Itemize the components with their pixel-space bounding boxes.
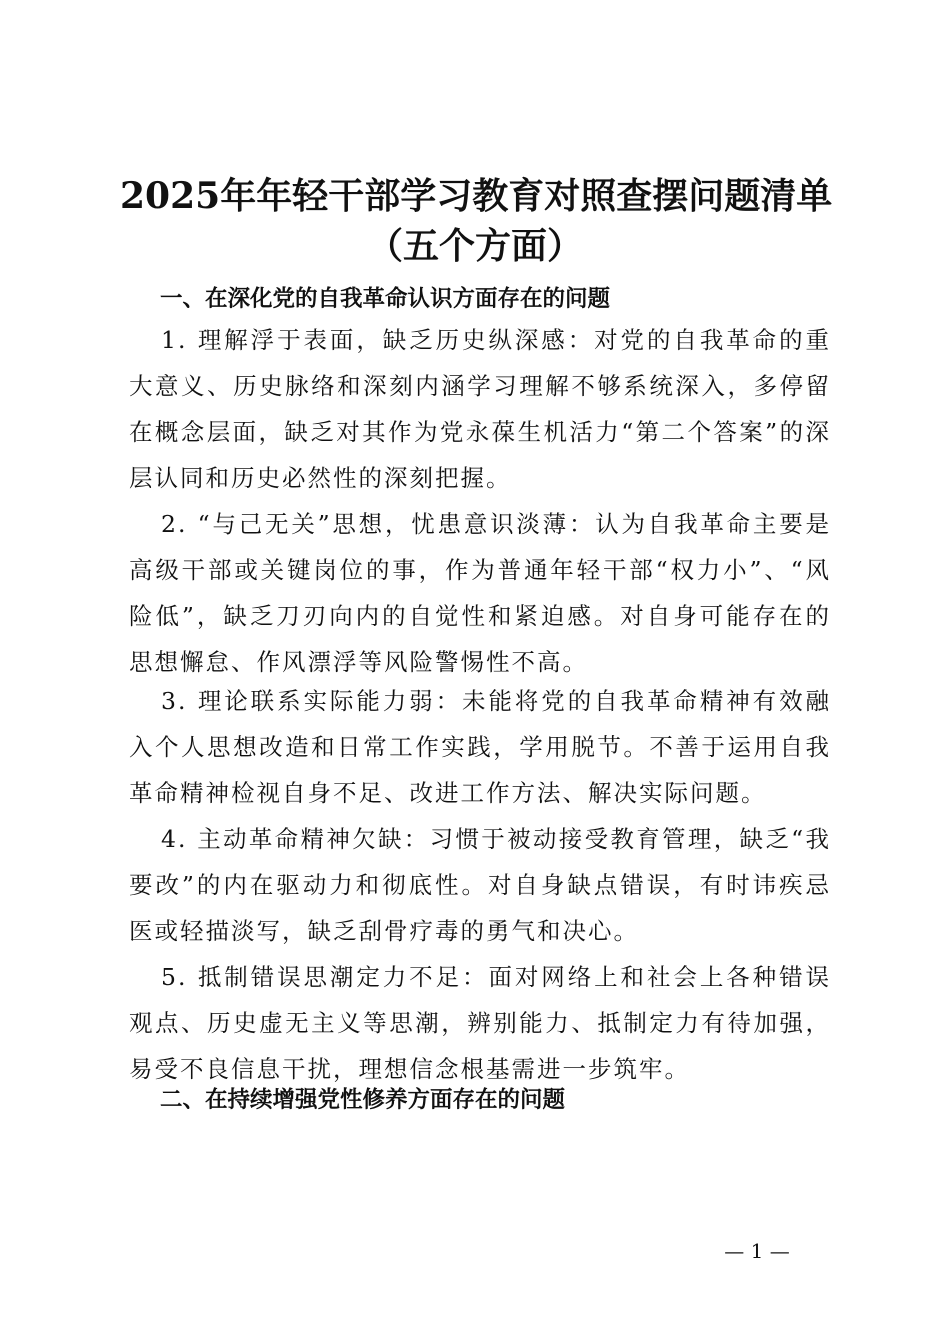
section-heading-2: 二、在持续增强党性修养方面存在的问题 bbox=[160, 1087, 566, 1113]
section-heading-1: 一、在深化党的自我革命认识方面存在的问题 bbox=[160, 286, 611, 312]
document-title: 2025年年轻干部学习教育对照查摆问题清单 bbox=[120, 175, 833, 217]
list-item: 3. 理论联系实际能力弱：未能将党的自我革命精神有效融入个人思想改造和日常工作实践，学用脱节。不善于运用自我革命精神检视自身不足、改进工作方法、解决实际问题。 bbox=[129, 687, 831, 807]
list-item: 1. 理解浮于表面，缺乏历史纵深感：对党的自我革命的重大意义、历史脉络和深刻内涵学习理解不够系统深入，多停留在概念层面，缺乏对其作为党永葆生机活力“第二个答案”的深层认同和历史必然性的深刻把握。 bbox=[129, 326, 831, 492]
list-item: 5. 抵制错误思潮定力不足：面对网络上和社会上各种错误观点、历史虚无主义等思潮，辨别能力、抵制定力有待加强，易受不良信息干扰，理想信念根基需进一步筑牢。 bbox=[129, 963, 831, 1083]
list-item: 2. “与己无关”思想，忧患意识淡薄：认为自我革命主要是高级干部或关键岗位的事，作为普通年轻干部“权力小”、“风险低”，缺乏刀刃向内的自觉性和紧迫感。对自身可能存在的思想懈怠、作风漂浮等风险警惕性不高。 bbox=[129, 510, 831, 676]
document-subtitle: （五个方面） bbox=[366, 225, 583, 267]
page-number: — 1 — bbox=[724, 1239, 790, 1263]
list-item: 4. 主动革命精神欠缺：习惯于被动接受教育管理，缺乏“我要改”的内在驱动力和彻底性。对自身缺点错误，有时讳疾忌医或轻描淡写，缺乏刮骨疗毒的勇气和决心。 bbox=[129, 825, 831, 945]
